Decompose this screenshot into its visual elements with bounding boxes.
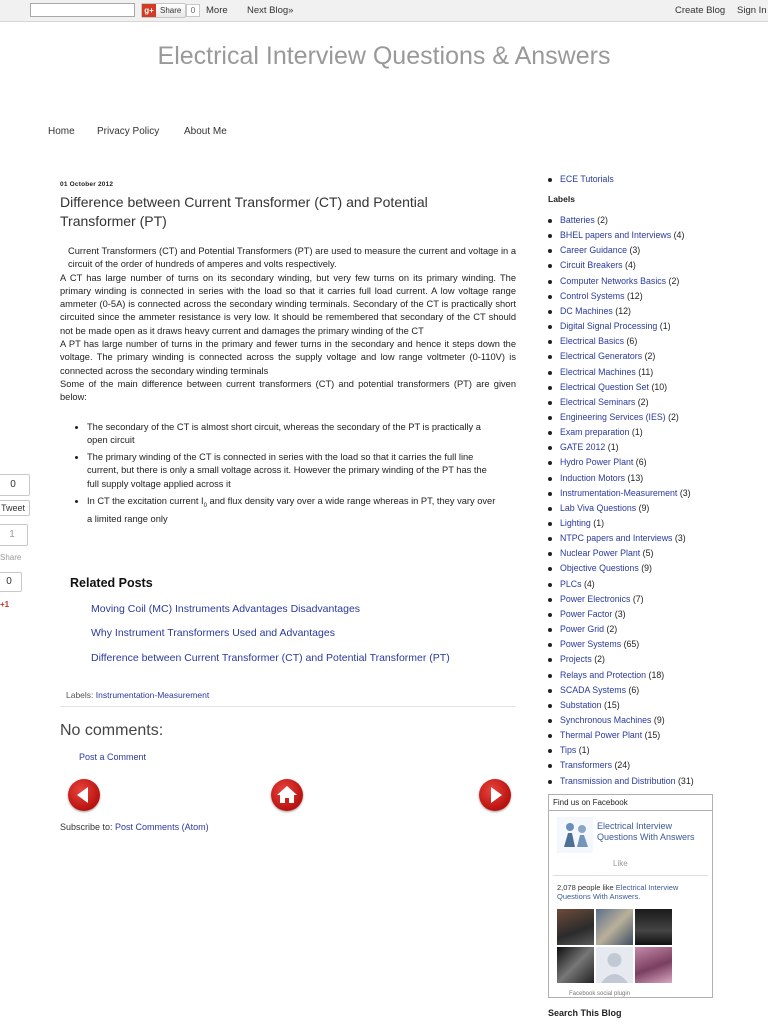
list-item: • The primary winding of the CT is connected in series with the load so that it carries the full line current, but there is only a small voltage across it. However the primary winding of the PT has the full supply voltage applied across it [87, 451, 500, 491]
search-blog-heading: Search This Blog [548, 1008, 622, 1018]
facebook-fan-count [557, 883, 707, 901]
label-count: (2) [606, 624, 618, 635]
related-post-link[interactable]: Moving Coil (MC) Instruments Advantages Disadvantages [91, 603, 361, 615]
next-blog-link[interactable]: Next Blog» [247, 5, 294, 16]
label-count: (18) [648, 669, 665, 680]
subscribe-prefix: Subscribe to: [60, 822, 113, 832]
label-count: (9) [653, 714, 665, 725]
label-link[interactable]: Batteries [560, 215, 595, 225]
label-count: (1) [593, 518, 605, 528]
fan-count-prefix: 2,078 people like [557, 883, 616, 892]
label-link[interactable]: Thermal Power Plant [560, 730, 643, 741]
sidebar-label-item[interactable] [548, 457, 647, 467]
fan-avatar[interactable] [596, 909, 633, 945]
home-icon [271, 779, 303, 811]
sidebar-label-item[interactable] [548, 412, 679, 422]
label-link[interactable]: SCADA Systems [560, 684, 626, 695]
post-paragraph: A PT has large number of turns in the primary and fewer turns in the secondary and hence it steps down the voltage. The primary winding is connected across the supply voltage and low range voltmeter (0-110V) is connected across the secondary winding terminals [60, 339, 516, 376]
sign-in-link[interactable]: Sign In [737, 5, 767, 16]
label-count: (12) [626, 290, 643, 301]
sidebar-label-item[interactable] [548, 579, 595, 589]
fan-avatar[interactable] [635, 909, 672, 945]
plusone-button[interactable]: +1 [0, 600, 10, 609]
label-link[interactable]: Career Guidance [560, 245, 627, 256]
fan-avatar[interactable] [635, 947, 672, 983]
like-count-box: 0 [0, 474, 30, 496]
sidebar-label-item[interactable] [548, 639, 639, 649]
sidebar-label-item[interactable] [548, 776, 694, 786]
label-count: (6) [628, 684, 640, 695]
facebook-like-button[interactable]: Like [613, 859, 628, 868]
post-labels [66, 690, 209, 700]
label-link[interactable]: Transmission and Distribution [560, 775, 676, 786]
related-post-link[interactable]: Difference between Current Transformer (CT) and Potential Transformer (PT) [91, 652, 450, 664]
sidebar-label-item[interactable] [548, 518, 604, 528]
label-link[interactable]: Induction Motors [560, 472, 626, 483]
arrow-right-icon [479, 779, 511, 811]
create-blog-link[interactable]: Create Blog [675, 5, 726, 16]
label-count: (4) [625, 260, 636, 271]
label-count: (3) [674, 533, 686, 544]
share-count: 0 [186, 4, 200, 17]
label-count: (3) [614, 608, 626, 619]
labels-heading: Labels [548, 194, 575, 204]
atom-feed-link[interactable]: Post Comments (Atom) [115, 822, 209, 832]
google-share-button[interactable] [141, 3, 186, 18]
sidebar-label-item[interactable] [548, 685, 639, 695]
post-comment-link[interactable]: Post a Comment [79, 752, 147, 762]
label-count: (9) [641, 563, 652, 574]
sidebar-label-item[interactable] [548, 351, 655, 361]
label-link[interactable]: DC Machines [560, 305, 613, 316]
sidebar-item[interactable] [548, 174, 614, 184]
label-count: (10) [651, 381, 668, 392]
share-count-box: 1 [0, 524, 28, 546]
label-count: (1) [659, 321, 671, 332]
label-count: (3) [629, 245, 641, 256]
page-avatar-icon [557, 817, 593, 853]
label-count: (15) [604, 699, 620, 710]
label-count: (2) [637, 396, 649, 407]
list-item-text: In CT the excitation current I [87, 496, 204, 507]
sidebar-label-item[interactable] [548, 367, 653, 377]
sidebar-label-item[interactable] [548, 442, 619, 452]
label-link[interactable]: Engineering Services (IES) [560, 411, 666, 422]
label-link[interactable]: Synchronous Machines [560, 714, 652, 725]
sidebar-label-item[interactable] [548, 321, 671, 331]
google-plus-icon: g+ [142, 4, 156, 17]
share-label[interactable]: Share [0, 553, 22, 562]
label-link[interactable]: Electrical Seminars [560, 396, 636, 407]
divider [60, 706, 516, 707]
label-count: (1) [578, 745, 590, 756]
label-count: (65) [623, 639, 640, 650]
label-count: (2) [644, 351, 656, 362]
label-link[interactable]: Instrumentation-Measurement [95, 690, 210, 700]
subscribe-line [60, 822, 209, 832]
label-count: (7) [632, 593, 644, 604]
label-count: (2) [668, 411, 679, 422]
sidebar-label-item[interactable] [548, 215, 608, 225]
fan-avatar[interactable] [557, 909, 594, 945]
label-link[interactable]: Power Systems [560, 639, 622, 650]
fan-avatar[interactable] [596, 947, 633, 983]
label-count: (2) [597, 215, 608, 225]
facebook-heading: Find us on Facebook [549, 795, 712, 811]
label-count: (4) [673, 230, 685, 241]
sidebar-label-item[interactable] [548, 230, 684, 240]
list-item: • The secondary of the CT is almost short circuit, whereas the secondary of the PT is practically a open circuit [87, 421, 500, 448]
label-link[interactable]: NTPC papers and Interviews [560, 533, 673, 544]
label-count: (1) [607, 442, 619, 453]
list-item-text: and flux density vary over a wide range whereas in PT, they vary over a limited range only [87, 496, 496, 525]
facebook-plugin-label: Facebook social plugin [569, 991, 631, 997]
home-button[interactable] [271, 779, 303, 811]
label-link[interactable]: PLCs [560, 578, 582, 589]
post-date: 01 October 2012 [60, 181, 114, 188]
related-post-link[interactable]: Why Instrument Transformers Used and Advantages [91, 627, 335, 639]
fan-avatar[interactable] [557, 947, 594, 983]
sidebar-label-item[interactable] [548, 700, 620, 710]
divider [553, 875, 708, 876]
post-title: Difference between Current Transformer (CT) and Potential Transformer (PT) [60, 194, 428, 229]
label-count: (1) [631, 427, 643, 438]
label-count: (13) [627, 472, 644, 483]
arrow-left-icon [68, 779, 100, 811]
sidebar-label-item[interactable] [548, 563, 652, 573]
older-post-button[interactable] [479, 779, 511, 811]
label-link[interactable]: Substation [560, 699, 602, 710]
sidebar-label-item[interactable] [548, 609, 626, 619]
label-count: (3) [679, 487, 691, 498]
sidebar-label-item[interactable] [548, 473, 643, 483]
sidebar-label-item[interactable] [548, 745, 590, 755]
sidebar-label-item[interactable] [548, 533, 686, 543]
label-link[interactable]: Hydro Power Plant [560, 457, 634, 468]
label-count: (5) [642, 548, 654, 559]
sidebar-label-item[interactable] [548, 276, 679, 286]
label-link[interactable]: Electrical Basics [560, 336, 625, 347]
sidebar-label-item[interactable] [548, 427, 643, 437]
post-paragraph: Some of the main difference between current transformers (CT) and potential transformers (PT) are given below: [60, 378, 516, 403]
label-link[interactable]: Projects [560, 654, 592, 665]
sidebar-label-item[interactable] [548, 670, 664, 680]
navbar-search-input[interactable] [30, 3, 135, 17]
sidebar-label-item[interactable] [548, 594, 644, 604]
facebook-widget [548, 794, 713, 998]
newer-post-button[interactable] [68, 779, 100, 811]
sidebar-label-item[interactable] [548, 245, 640, 255]
plusone-count-box: 0 [0, 572, 22, 592]
tab-about-me[interactable]: About Me [184, 126, 227, 137]
label-link[interactable]: Objective Questions [560, 563, 639, 574]
label-link[interactable]: Computer Networks Basics [560, 275, 667, 286]
sidebar-label-item[interactable] [548, 760, 630, 770]
label-count: (2) [594, 654, 605, 665]
facebook-page-name[interactable]: Electrical Interview Questions With Answers [597, 821, 695, 842]
sidebar-label-item[interactable] [548, 291, 643, 301]
tab-privacy-policy[interactable]: Privacy Policy [97, 126, 160, 137]
label-link[interactable]: Circuit Breakers [560, 260, 623, 271]
subscript: 0 [203, 502, 207, 509]
label-link[interactable]: Power Grid [560, 624, 604, 635]
label-link[interactable]: Electrical Machines [560, 366, 636, 377]
label-link[interactable]: Power Electronics [560, 593, 631, 604]
label-link[interactable]: Lighting [560, 518, 591, 528]
label-link[interactable]: Electrical Question Set [560, 381, 649, 392]
label-count: (6) [635, 457, 647, 468]
sidebar-label-item[interactable] [548, 488, 691, 498]
post-paragraph: A CT has large number of turns on its secondary winding, but very few turns on its primary winding. The primary winding is connected in series with the load so that it carries full load current. A low voltage range ammeter (0-5A) is connected across the secondary winding terminals. Secondary of the CT is practically short circuited since the ammeter resistance is very low. It should be remembered that secondary of the CT should not be made open as it draws heavy current and damages the primary winding of the CT [60, 272, 516, 336]
sidebar-label-item[interactable] [548, 306, 631, 316]
list-item [87, 495, 500, 526]
label-count: (6) [626, 336, 638, 347]
sidebar-label-item[interactable] [548, 503, 649, 513]
label-count: (9) [638, 502, 650, 513]
label-count: (31) [678, 775, 694, 786]
blogger-navbar [0, 0, 768, 22]
sidebar-label-item[interactable] [548, 260, 636, 270]
label-count: (15) [644, 730, 661, 741]
label-link[interactable]: Power Factor [560, 608, 613, 619]
label-count: (12) [615, 305, 631, 316]
label-link[interactable]: Control Systems [560, 290, 625, 301]
label-link[interactable]: Nuclear Power Plant [560, 548, 641, 559]
label-link[interactable]: Relays and Protection [560, 669, 647, 680]
related-posts-heading: Related Posts [70, 576, 153, 590]
labels-prefix: Labels: [66, 690, 94, 700]
fan-count-page-link[interactable]: Electrical Interview Questions With Answers. [557, 883, 679, 901]
sidebar-label-item[interactable] [548, 397, 649, 407]
post-paragraph: Current Transformers (CT) and Potential Transformers (PT) are used to measure the current and voltage in a circuit of the order of hundreds of amperes and volts respectively. [68, 246, 516, 270]
label-link[interactable]: Digital Signal Processing [560, 321, 658, 332]
label-link[interactable]: Tips [560, 745, 577, 756]
share-label: Share [160, 6, 182, 15]
post-body [60, 245, 516, 531]
tab-home[interactable]: Home [48, 126, 75, 137]
sidebar-label-item[interactable] [548, 654, 605, 664]
differences-list [60, 421, 500, 527]
label-count: (11) [638, 366, 654, 377]
label-count: (24) [614, 760, 631, 771]
sidebar-label-item[interactable] [548, 382, 667, 392]
sidebar-label-item[interactable] [548, 548, 653, 558]
sidebar-label-item[interactable] [548, 336, 637, 346]
label-link[interactable]: GATE 2012 [560, 442, 606, 453]
more-link[interactable]: More [206, 5, 228, 16]
blog-title[interactable]: Electrical Interview Questions & Answers [157, 42, 611, 70]
label-link[interactable]: Lab Viva Questions [560, 502, 637, 513]
label-link[interactable]: Instrumentation-Measurement [560, 487, 678, 498]
sidebar-label-item[interactable] [548, 624, 617, 634]
sidebar-label-item[interactable] [548, 715, 665, 725]
label-link[interactable]: Exam preparation [560, 427, 630, 438]
label-link[interactable]: Electrical Generators [560, 351, 643, 362]
comments-heading: No comments: [60, 722, 164, 739]
sidebar-label-item[interactable] [548, 730, 660, 740]
label-link[interactable]: BHEL papers and Interviews [560, 230, 672, 241]
label-count: (2) [668, 275, 680, 286]
default-user-icon [596, 947, 633, 983]
label-link[interactable]: Transformers [560, 760, 612, 771]
label-count: (4) [583, 578, 595, 589]
sidebar-link[interactable]: ECE Tutorials [560, 174, 614, 184]
tweet-button[interactable]: Tweet [0, 500, 30, 516]
